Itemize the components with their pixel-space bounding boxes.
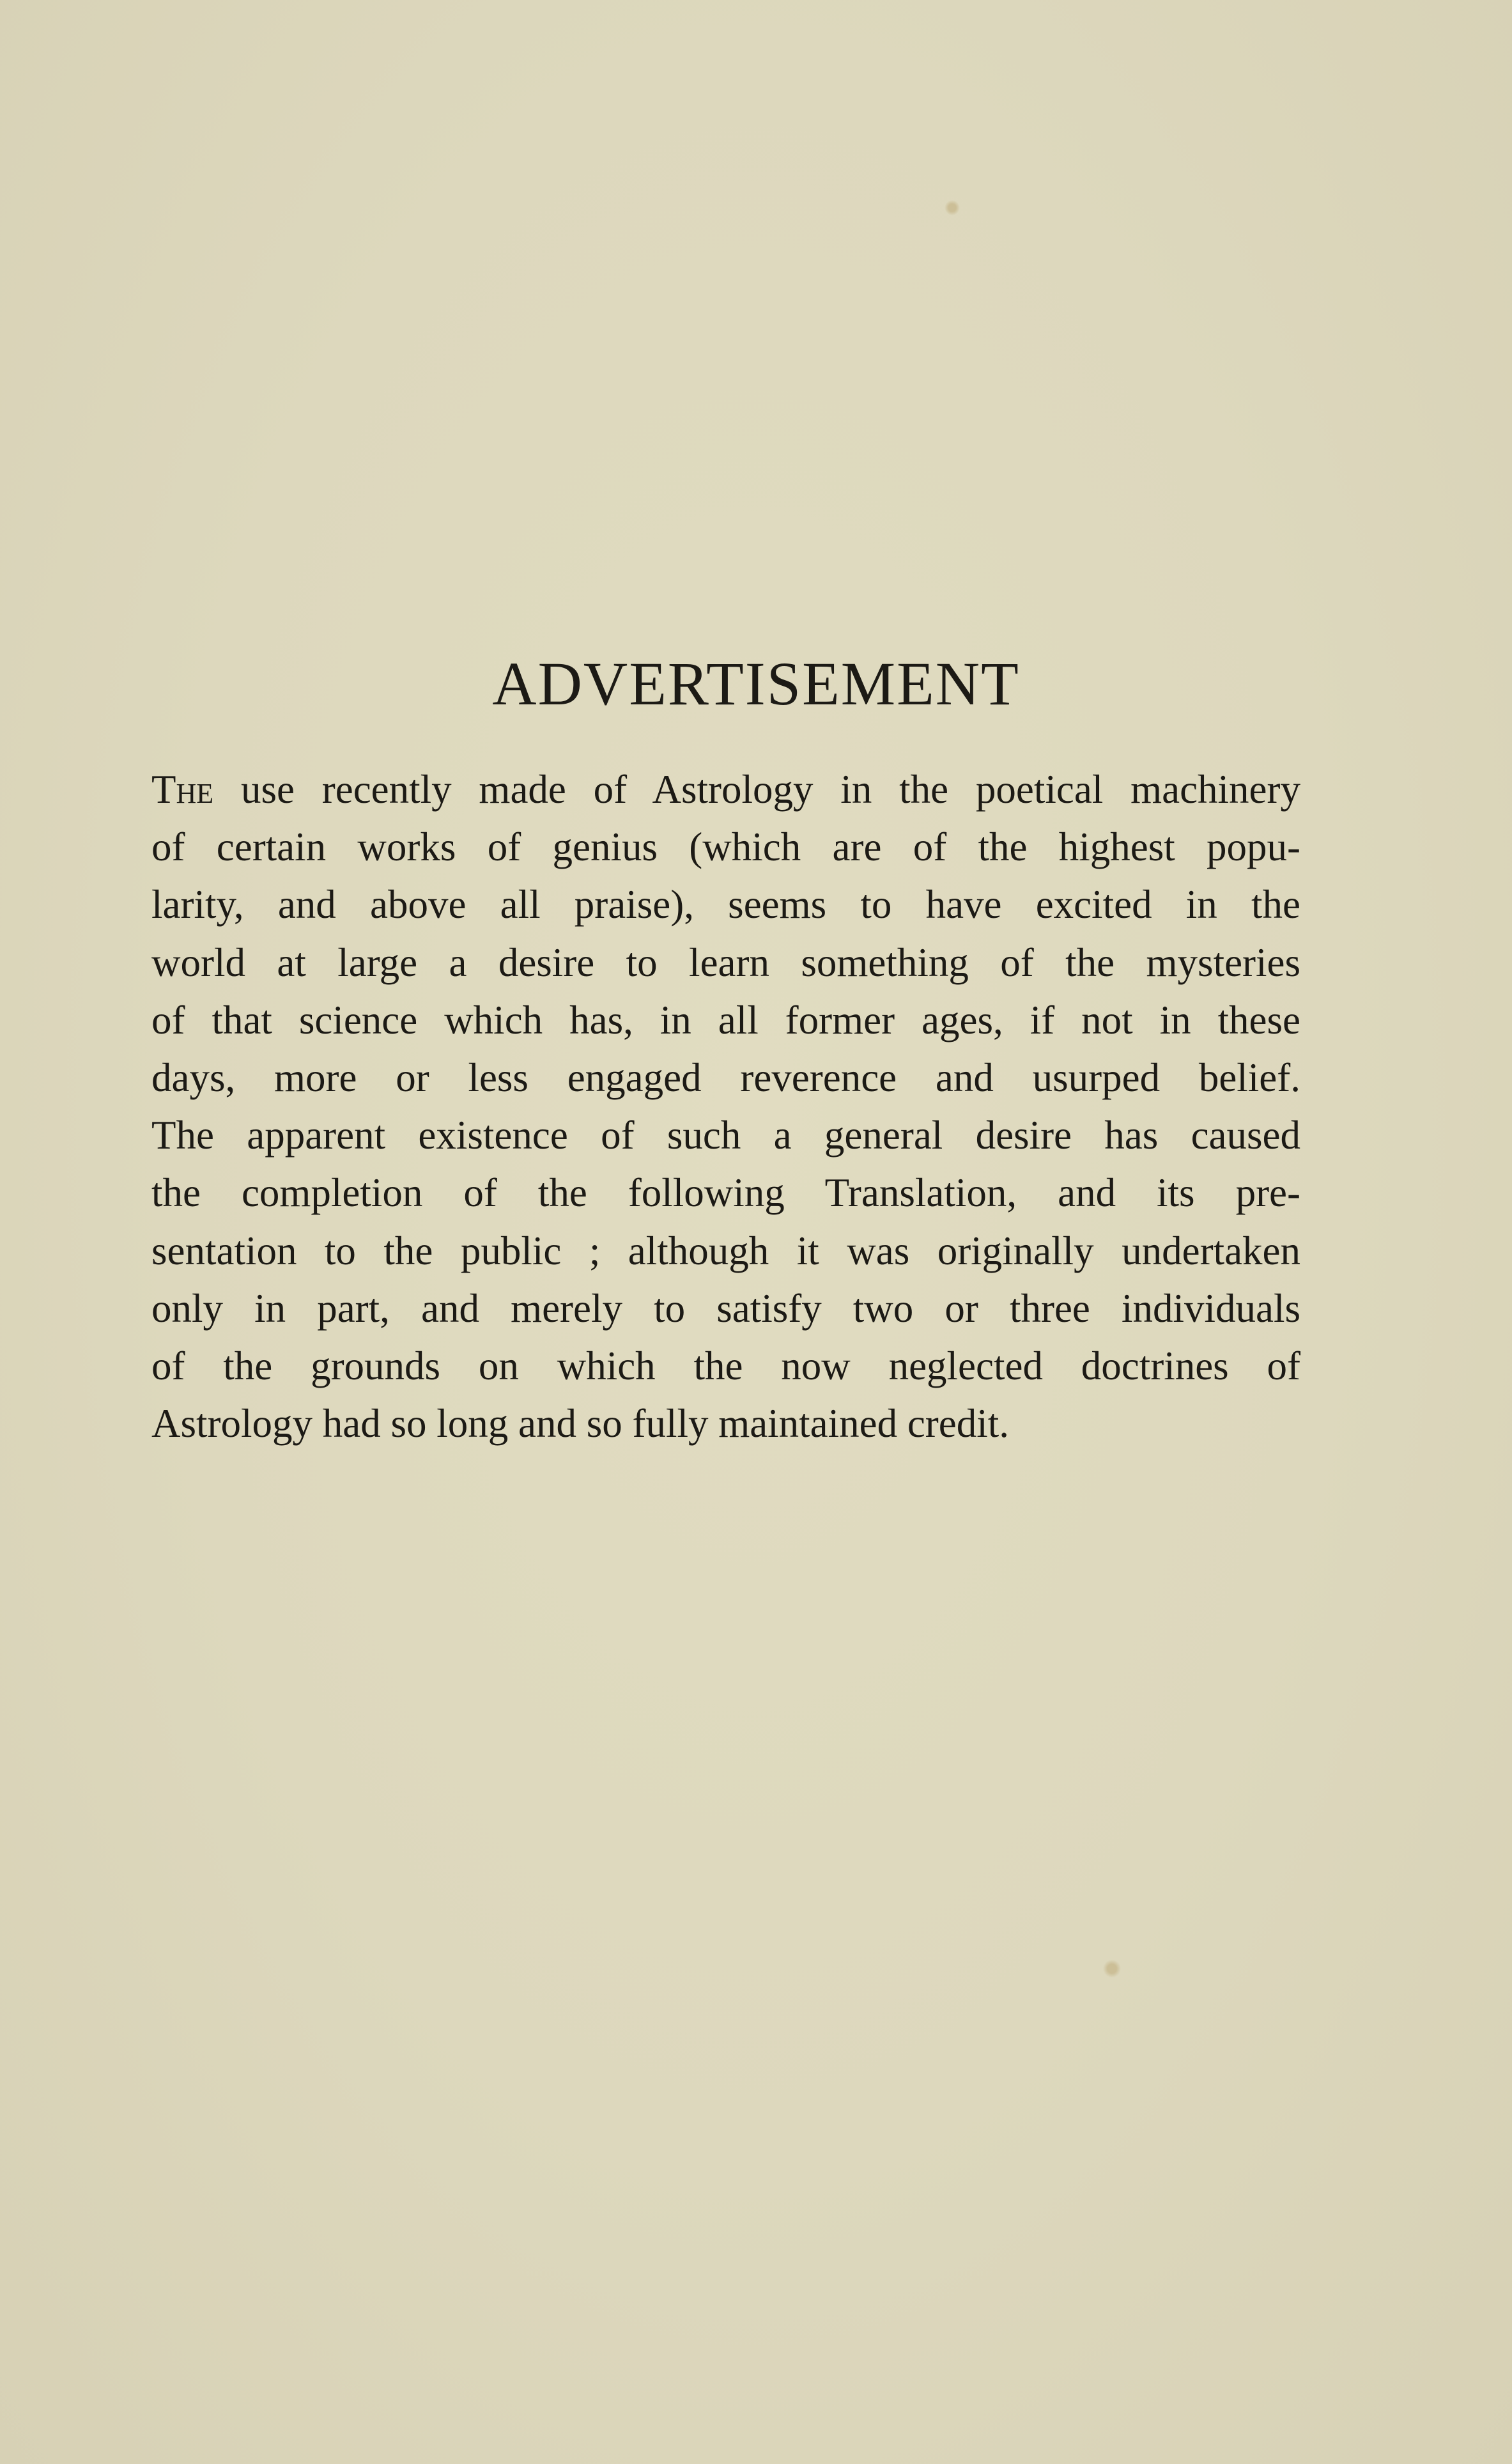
paragraph-line: the completion of the following Translation, and its pre- <box>151 1170 1300 1216</box>
paragraph-line: of certain works of genius (which are of the highest popu- <box>151 825 1300 870</box>
lead-word: The <box>151 767 214 812</box>
paragraph-line: Astrology had so long and so fully maintained credit. <box>151 1401 1010 1446</box>
paragraph-line: days, more or less engaged reverence and usurped belief. <box>151 1055 1300 1101</box>
paragraph-line: of that science which has, in all former ages, if not in these <box>151 997 1300 1042</box>
paragraph-line: only in part, and merely to satisfy two or three individuals <box>151 1285 1300 1331</box>
paragraph-line: sentation to the public ; although it was originally undertaken <box>151 1228 1300 1273</box>
paragraph-line-text: use recently made of Astrology in the poetical machinery <box>213 767 1300 812</box>
page-title: ADVERTISEMENT <box>492 649 1020 718</box>
paragraph-line: The apparent existence of such a general desire has caused <box>151 1113 1300 1158</box>
paragraph-line: larity, and above all praise), seems to have excited in the <box>151 882 1300 927</box>
paragraph-line: world at large a desire to learn something of the mysteries <box>151 940 1300 985</box>
advertisement-paragraph <box>151 761 1300 1452</box>
paragraph-line: of the grounds on which the now neglected doctrines of <box>151 1344 1300 1389</box>
paragraph-line <box>151 761 1300 818</box>
